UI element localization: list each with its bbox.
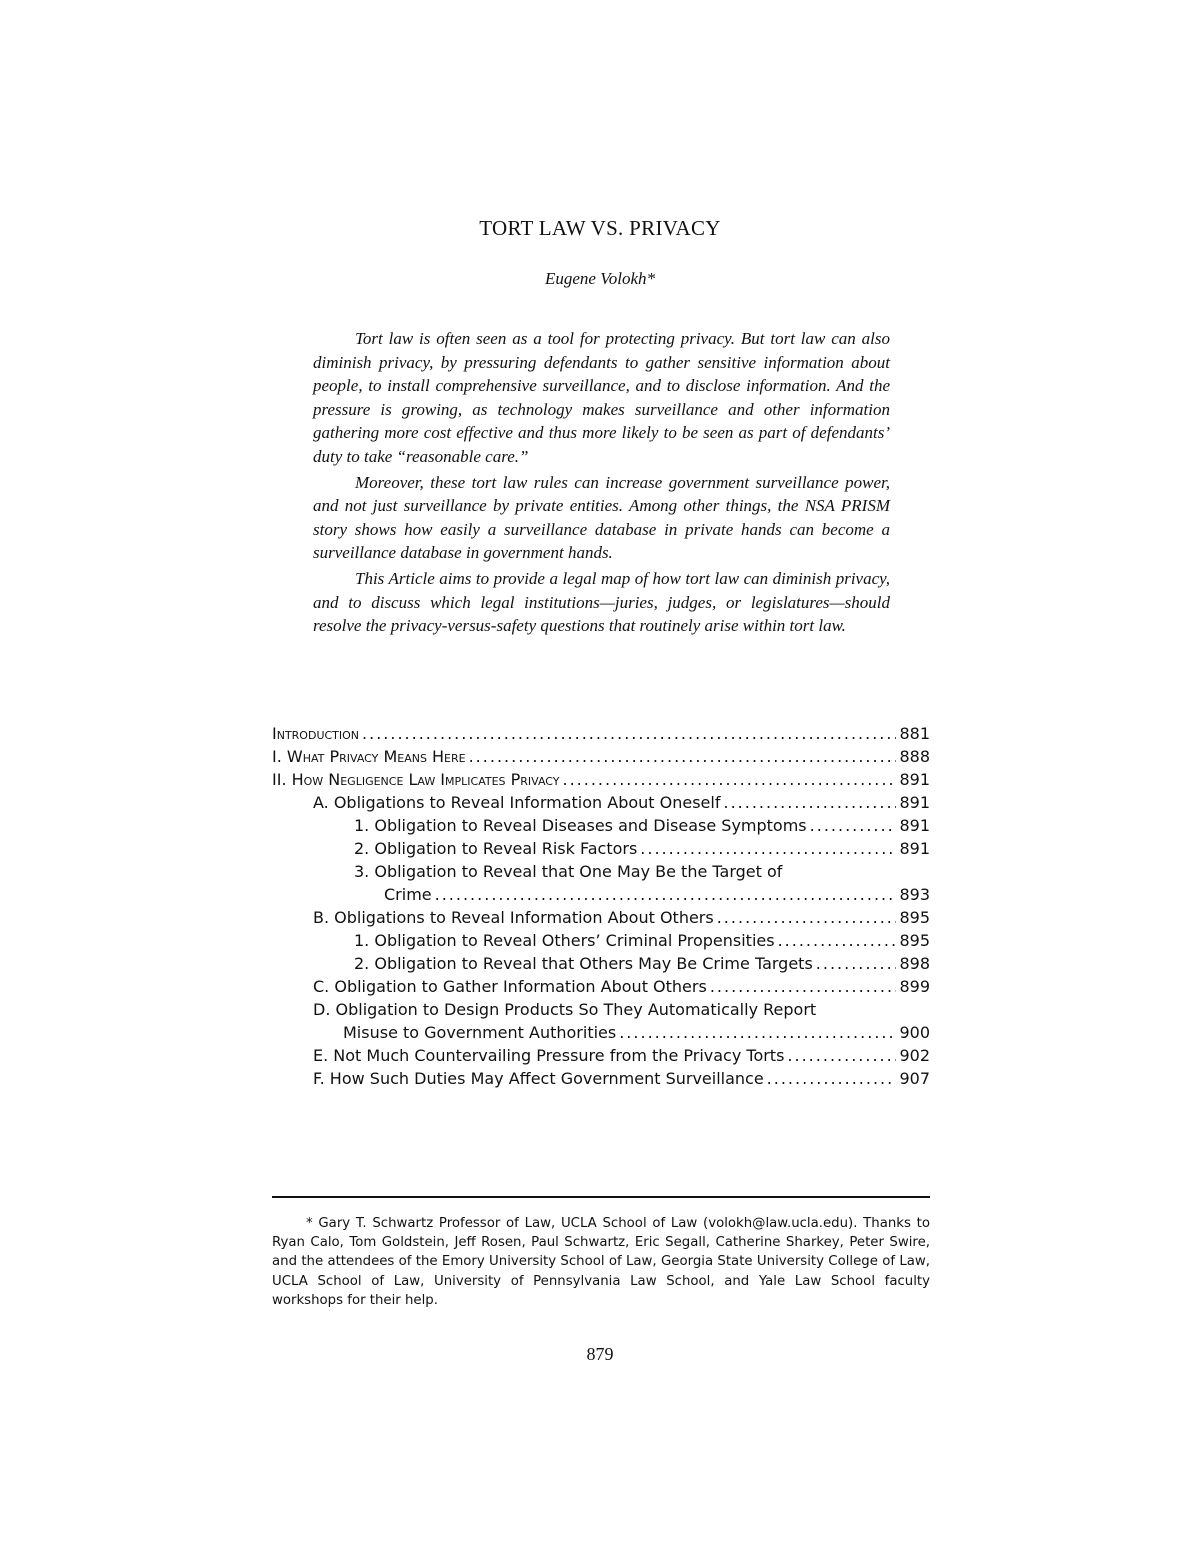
table-of-contents	[272, 722, 930, 1090]
toc-entry-ii-c[interactable]	[272, 975, 930, 998]
toc-entry-label: C. Obligation to Gather Information About Others	[313, 977, 707, 996]
toc-entry-label: II. How Negligence Law Implicates Privacy	[272, 770, 560, 789]
toc-leader-dots	[787, 1044, 896, 1067]
toc-entry-page: 907	[899, 1069, 930, 1088]
toc-entry-introduction[interactable]	[272, 722, 930, 745]
toc-entry-ii-a-3[interactable]	[272, 860, 930, 906]
toc-entry-label: A. Obligations to Reveal Information About Oneself	[313, 793, 721, 812]
toc-leader-dots	[362, 722, 896, 745]
abstract-paragraph: Tort law is often seen as a tool for protecting privacy. But tort law can also diminish privacy, by pressuring defendants to gather sensitive information about people, to install comprehensive surveillance, and to disclose information. And the pressure is growing, as technology makes surveillance and other information gathering more cost effective and thus more likely to be seen as part of defendants’ duty to take “reasonable care.”	[313, 329, 890, 466]
toc-entry-part-ii[interactable]	[272, 768, 930, 791]
toc-entry-part-i[interactable]	[272, 745, 930, 768]
toc-entry-ii-f[interactable]	[272, 1067, 930, 1090]
toc-entry-ii-a-1[interactable]	[272, 814, 930, 837]
toc-entry-label: Misuse to Government Authorities	[343, 1023, 617, 1042]
toc-leader-dots	[816, 952, 897, 975]
toc-entry-page: 899	[899, 977, 930, 996]
toc-leader-dots	[717, 906, 897, 929]
toc-leader-dots	[435, 883, 897, 906]
toc-entry-page: 895	[899, 931, 930, 950]
toc-leader-dots	[778, 929, 897, 952]
toc-entry-label: 2. Obligation to Reveal Risk Factors	[354, 839, 638, 858]
toc-leader-dots	[619, 1021, 896, 1044]
toc-leader-dots	[767, 1067, 897, 1090]
toc-entry-label-first-line: D. Obligation to Design Products So They Automatically Report	[313, 1000, 817, 1019]
toc-entry-ii-b-2[interactable]	[272, 952, 930, 975]
page-number: 879	[586, 1344, 614, 1364]
footnote-divider	[272, 1196, 930, 1198]
toc-leader-dots	[640, 837, 896, 860]
toc-entry-page: 891	[899, 816, 930, 835]
toc-leader-dots	[710, 975, 897, 998]
abstract	[313, 327, 890, 640]
toc-entry-page: 900	[899, 1023, 930, 1042]
toc-entry-label-first-line: 3. Obligation to Reveal that One May Be the Target of	[354, 862, 783, 881]
author-footnote: * Gary T. Schwartz Professor of Law, UCLA School of Law (volokh@law.ucla.edu). Thanks to Ryan Calo, Tom Goldstein, Jeff Rosen, Paul Schwartz, Eric Segall, Catherine Sharkey, Peter Swire, and the attendees of the Emory University School of Law, Georgia State University College of Law, UCLA School of Law, University of Pennsylvania Law School, and Yale Law School faculty workshops for their help.	[272, 1216, 930, 1308]
abstract-paragraph: This Article aims to provide a legal map of how tort law can diminish privacy, and to discuss which legal institutions—juries, judges, or legislatures—should resolve the privacy-versus-safety questions that routinely arise within tort law.	[313, 568, 890, 636]
toc-entry-ii-e[interactable]	[272, 1044, 930, 1067]
toc-entry-ii-b[interactable]	[272, 906, 930, 929]
abstract-paragraph: Moreover, these tort law rules can increase government surveillance power, and not just surveillance by private entities. Among other things, the NSA PRISM story shows how easily a surveillance database in private hands can become a surveillance database in government hands.	[313, 472, 890, 563]
toc-entry-page: 888	[899, 747, 930, 766]
toc-entry-page: 891	[899, 793, 930, 812]
toc-entry-page: 895	[899, 908, 930, 927]
toc-entry-page: 881	[899, 724, 930, 743]
toc-entry-label: E. Not Much Countervailing Pressure from the Privacy Torts	[313, 1046, 785, 1065]
toc-entry-ii-a[interactable]	[272, 791, 930, 814]
toc-entry-ii-d[interactable]	[272, 998, 930, 1044]
toc-leader-dots	[563, 768, 897, 791]
toc-leader-dots	[810, 814, 897, 837]
toc-entry-label: Introduction	[272, 724, 360, 743]
toc-entry-page: 891	[899, 839, 930, 858]
toc-entry-label: I. What Privacy Means Here	[272, 747, 466, 766]
toc-leader-dots	[723, 791, 896, 814]
toc-entry-label: 2. Obligation to Reveal that Others May Be Crime Targets	[354, 954, 813, 973]
toc-entry-label: B. Obligations to Reveal Information About Others	[313, 908, 714, 927]
toc-leader-dots	[469, 745, 897, 768]
toc-entry-page: 902	[899, 1046, 930, 1065]
toc-entry-ii-a-2[interactable]	[272, 837, 930, 860]
toc-entry-page: 891	[899, 770, 930, 789]
toc-entry-label: 1. Obligation to Reveal Others’ Criminal Propensities	[354, 931, 775, 950]
toc-entry-page: 898	[899, 954, 930, 973]
author-name: Eugene Volokh*	[545, 269, 655, 288]
article-title: TORT LAW VS. PRIVACY	[479, 216, 721, 240]
toc-entry-page: 893	[899, 885, 930, 904]
toc-entry-label: F. How Such Duties May Affect Government Surveillance	[313, 1069, 764, 1088]
toc-entry-ii-b-1[interactable]	[272, 929, 930, 952]
toc-entry-label: Crime	[384, 885, 432, 904]
toc-entry-label: 1. Obligation to Reveal Diseases and Disease Symptoms	[354, 816, 807, 835]
